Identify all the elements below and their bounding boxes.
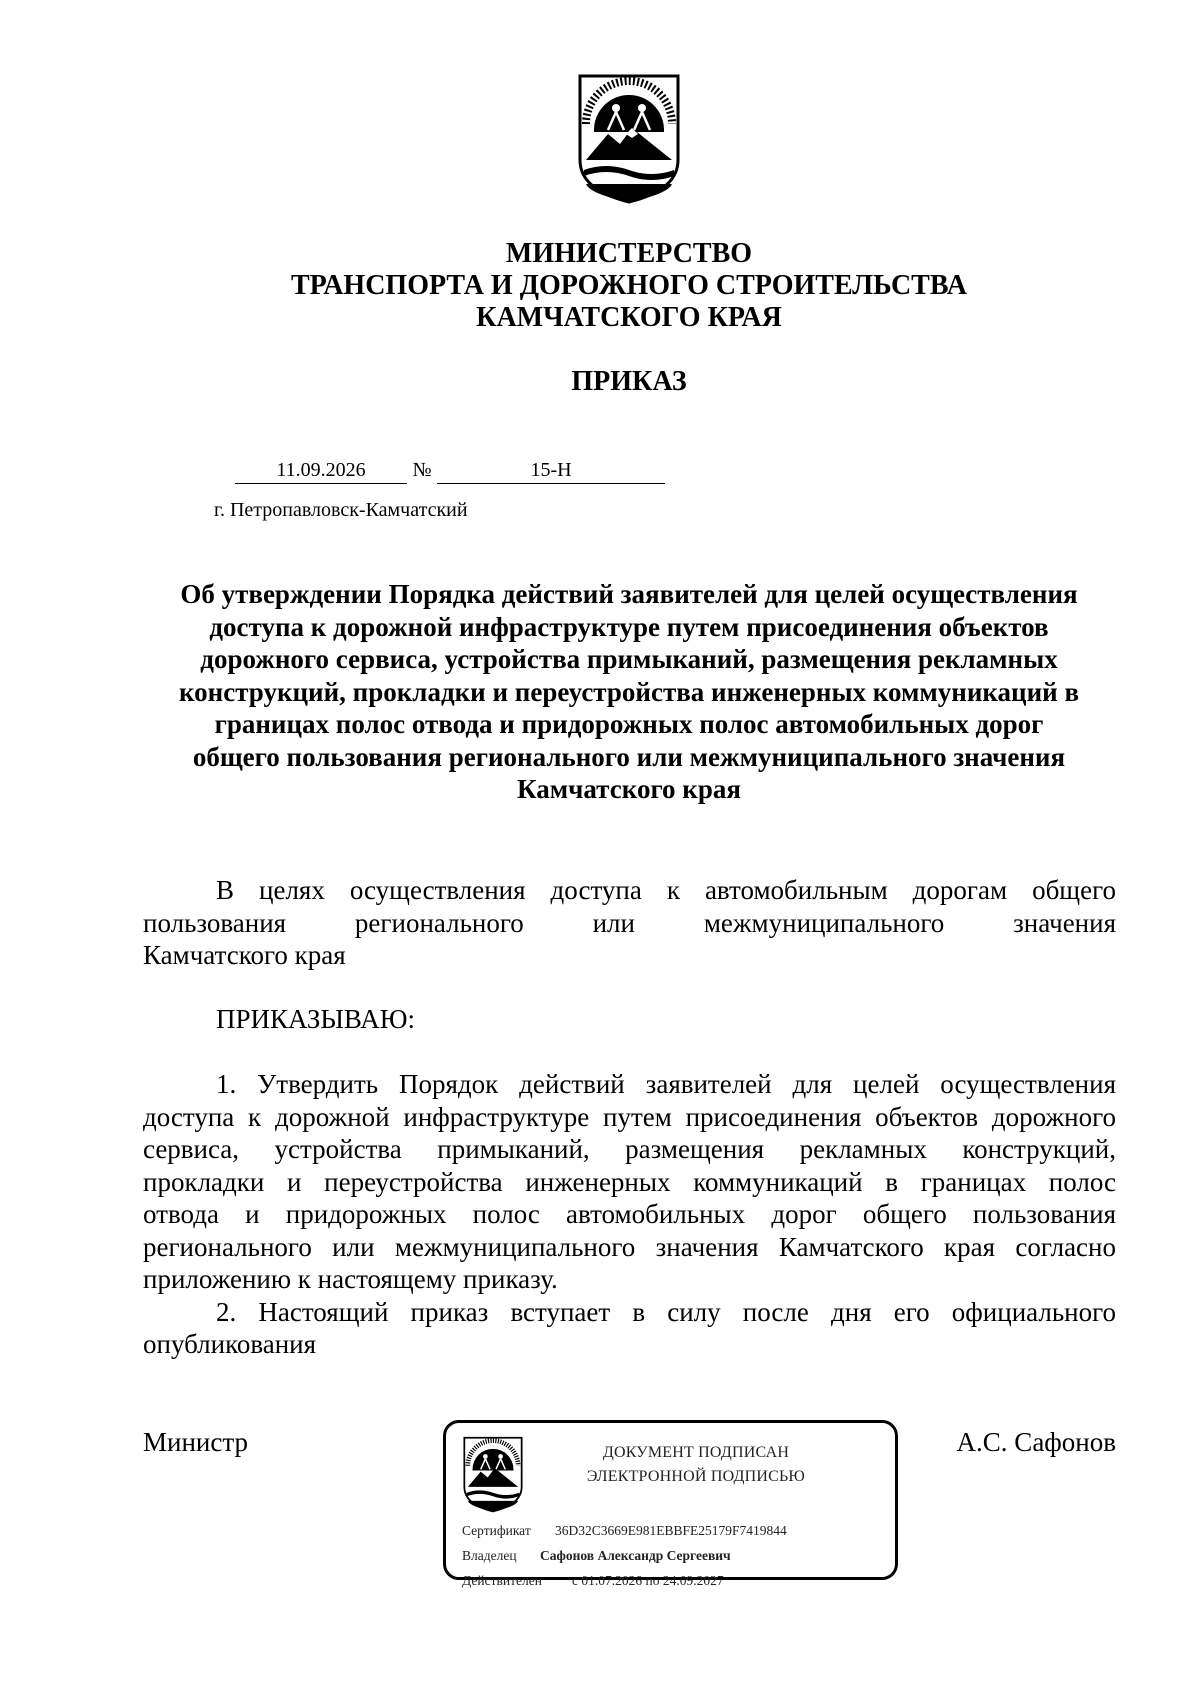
owner-label: Владелец (462, 1548, 517, 1563)
intro-line: Камчатского края (143, 940, 346, 970)
subject-line: Об утверждении Порядка действий заявителей для целей осуществления (180, 579, 1078, 609)
item1-line: прокладки и переустройства инженерных коммуникаций в границах полос (143, 1166, 1116, 1197)
order-date: 11.09.2026 (235, 457, 407, 484)
order-word: ПРИКАЗЫВАЮ: (216, 1004, 415, 1034)
signature-position: Министр (143, 1427, 248, 1457)
subject-line: общего пользования регионального или межмуниципального значения (192, 741, 1066, 772)
intro-line: пользования регионального или межмуниципального значения (143, 907, 1116, 938)
validity-label: Действителен (462, 1573, 542, 1588)
item1-line: отвода и придорожных полос автомобильных дорог общего пользования (143, 1199, 1116, 1229)
document-type: ПРИКАЗ (571, 366, 687, 397)
order-number: 15-Н (437, 457, 665, 484)
subject-line: Камчатского края (517, 774, 741, 804)
ministry-line: ТРАНСПОРТА И ДОРОЖНОГО СТРОИТЕЛЬСТВА (291, 270, 967, 301)
item1-line: приложению к настоящему приказу. (143, 1264, 558, 1294)
subject-line: конструкций, прокладки и переустройства инженерных коммуникаций в (178, 676, 1080, 707)
stamp-title (566, 1441, 826, 1489)
electronic-signature-stamp (443, 1420, 898, 1588)
order-subject (140, 578, 1118, 806)
item1-line: доступа к дорожной инфраструктуре путем присоединения объектов дорожного (143, 1101, 1116, 1132)
stamp-owner-row (462, 1547, 731, 1565)
certificate-value: 36D32C3669E981EBBFE25179F7419844 (555, 1523, 787, 1538)
order-city: г. Петропавловск-Камчатский (214, 499, 468, 521)
number-sign: № (412, 459, 432, 481)
stamp-title-line: ДОКУМЕНТ ПОДПИСАН (602, 1444, 790, 1461)
intro-line: В целях осуществления доступа к автомобильным дорогам общего (216, 875, 1116, 905)
ministry-name (0, 238, 1200, 334)
item1-line: регионального или межмуниципального значения Камчатского края согласно (143, 1231, 1116, 1262)
intro-paragraph (143, 874, 1116, 972)
stamp-validity-row (462, 1572, 724, 1590)
stamp-coat-of-arms-emblem (462, 1435, 524, 1513)
item2-line: 2. Настоящий приказ вступает в силу после дня его официального (216, 1296, 1116, 1327)
order-word-paragraph (143, 1003, 1116, 1036)
validity-value: с 01.07.2026 по 24.09.2027 (572, 1573, 724, 1588)
subject-line: доступа к дорожной инфраструктуре путем присоединения объектов (209, 611, 1049, 642)
ministry-line: КАМЧАТСКОГО КРАЯ (476, 302, 782, 333)
item1-line: сервиса, устройства примыканий, размещения рекламных конструкций, (143, 1134, 1116, 1164)
stamp-title-line: ЭЛЕКТРОННОЙ ПОДПИСЬЮ (586, 1468, 806, 1485)
subject-line: границах полос отвода и придорожных полос автомобильных дорог (214, 709, 1044, 739)
item1-line: 1. Утвердить Порядок действий заявителей для целей осуществления (216, 1069, 1116, 1099)
subject-line: дорожного сервиса, устройства примыканий, размещения рекламных (200, 644, 1058, 674)
stamp-certificate-row (462, 1522, 787, 1540)
order-date-number-line (235, 457, 665, 483)
kamchatka-coat-of-arms-emblem (576, 72, 682, 204)
item2-line: опубликования (143, 1329, 317, 1359)
certificate-label: Сертификат (462, 1523, 531, 1538)
ministry-line: МИНИСТЕРСТВО (505, 238, 753, 269)
order-items (143, 1068, 1116, 1361)
owner-value: Сафонов Александр Сергеевич (540, 1548, 731, 1563)
signer-name: А.С. Сафонов (956, 1427, 1116, 1457)
